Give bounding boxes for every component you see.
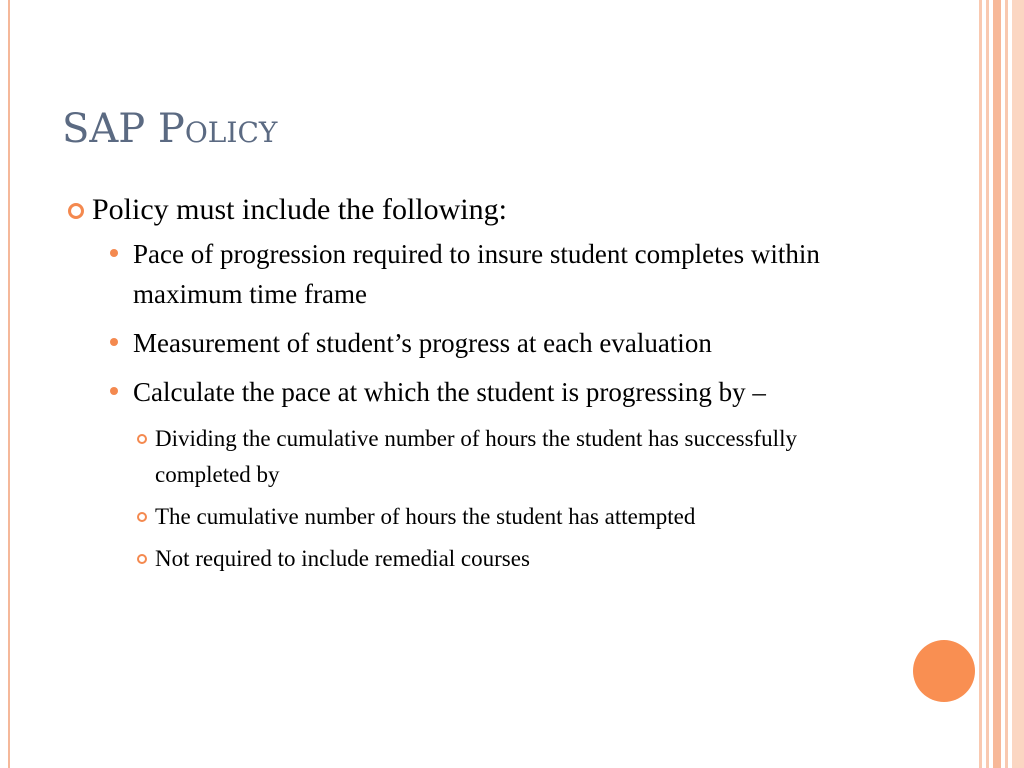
level2-bullet-text: Measurement of student’s progress at each evaluation	[133, 328, 712, 358]
level3-bullet-item	[136, 541, 884, 577]
level1-bullet-text: Policy must include the following:	[92, 193, 507, 226]
level3-bullet-item	[136, 421, 884, 493]
right-stripe	[979, 0, 982, 768]
level3-bullet-item	[136, 499, 884, 535]
level1-bullet-item	[64, 190, 884, 230]
level3-bullet-text: Dividing the cumulative number of hours the student has successfully completed by	[155, 426, 797, 487]
small-hollow-circle-bullet-icon	[137, 434, 147, 444]
level2-bullet-item	[106, 372, 884, 412]
left-border-line	[8, 0, 10, 768]
title-first: SAP P	[62, 106, 185, 152]
slide-title	[62, 106, 277, 152]
filled-dot-bullet-icon	[110, 338, 118, 346]
right-stripe	[1005, 0, 1008, 768]
level2-list	[106, 234, 884, 577]
orange-circle-icon	[913, 640, 975, 702]
hollow-circle-bullet-icon	[68, 203, 84, 219]
filled-dot-bullet-icon	[110, 249, 118, 257]
title-rest: OLICY	[184, 116, 278, 149]
level3-bullet-text: The cumulative number of hours the student has attempted	[155, 504, 696, 529]
small-hollow-circle-bullet-icon	[137, 554, 147, 564]
right-stripe	[993, 0, 1001, 768]
level2-bullet-text: Calculate the pace at which the student is progressing by –	[133, 377, 766, 407]
level2-bullet-text: Pace of progression required to insure student completes within maximum time frame	[133, 239, 820, 309]
level2-bullet-item	[106, 234, 884, 314]
filled-dot-bullet-icon	[110, 387, 118, 395]
level2-bullet-item	[106, 323, 884, 363]
right-stripe	[1012, 0, 1024, 768]
small-hollow-circle-bullet-icon	[137, 512, 147, 522]
level3-list	[136, 421, 884, 577]
slide-body	[64, 190, 884, 583]
right-stripe	[986, 0, 989, 768]
level3-bullet-text: Not required to include remedial courses	[155, 546, 530, 571]
